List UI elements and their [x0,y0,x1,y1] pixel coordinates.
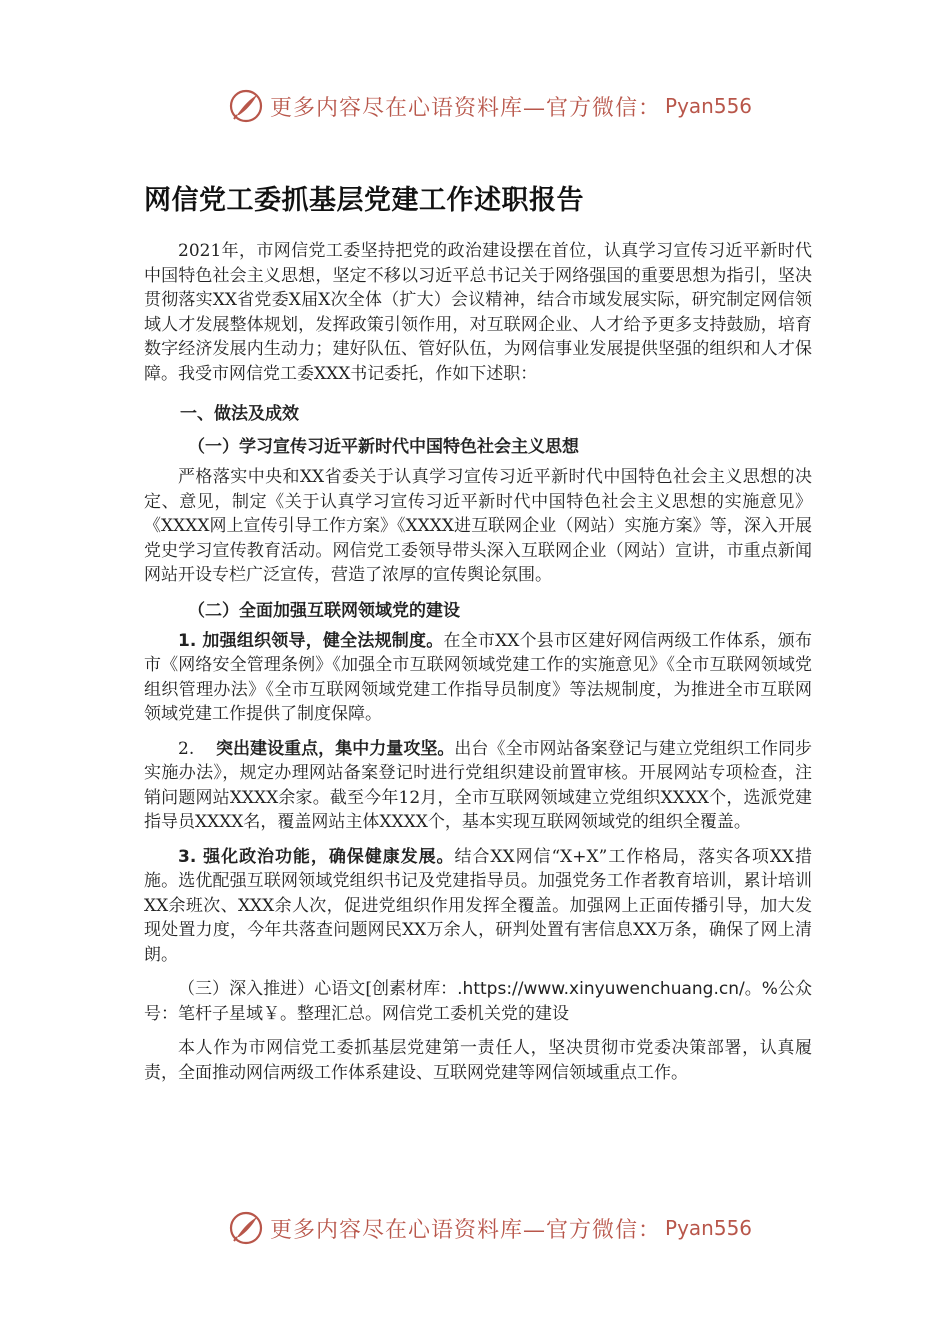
feather-pen-logo-icon [228,88,264,124]
item-3-body: 结合XX网信“X+X”工作格局，落实各项XX措施。选优配强互联网领域党组织书记及党建指导员。加强党务工作者教育培训，累计培训XX余班次、XXX余人次，促进党组织作用发挥全覆盖。加强网上正面传播引导，加大发现处置力度，今年共落查问题网民XX万余人，研判处置有害信息XX万条，确保了网上清朗。 [144,846,812,965]
closing-paragraph: 本人作为市网信党工委抓基层党建第一责任人，坚决贯彻市党委决策部署，认真履责，全面推动网信两级工作体系建设、互联网党建等网信领域重点工作。 [144,1038,812,1083]
item-2-paragraph [144,737,812,835]
document-body [144,178,812,1085]
item-1-body: 在全市XX个县市区建好网信两级工作体系，颁布市《网络安全管理条例》《加强全市互联网领域党建工作的实施意见》《全市互联网领域党组织管理办法》《全市互联网领域党建工作指导员制度》等法规制度，为推进全市互联网领域党建工作提供了制度保障。 [144,630,812,724]
subsection-3-prefix: （三）深入推进）心语文[创素材库： [178,979,458,999]
banner-wechat-id: Pyan556 [665,94,753,118]
document-title: 网信党工委抓基层党建工作述职报告 [144,185,584,216]
subsection-heading-2: （二）全面加强互联网领域党的建设 [188,600,460,621]
item-3-paragraph [144,845,812,968]
item-1-paragraph [144,629,812,727]
banner-text: 更多内容尽在心语资料库—官方微信： [270,1217,662,1243]
header-watermark-banner [228,86,752,126]
banner-wechat-id: Pyan556 [665,1216,753,1240]
item-1-lead: 1. 加强组织领导，健全法规制度。 [178,630,444,651]
feather-pen-logo-icon [228,1210,264,1246]
item-2-number: 2. [178,738,195,759]
subsection-heading-1: （一）学习宣传习近平新时代中国特色社会主义思想 [188,437,579,457]
subsection-3-heading [144,977,812,1026]
footer-watermark-banner [228,1208,752,1248]
banner-text: 更多内容尽在心语资料库—官方微信： [270,95,662,121]
intro-paragraph: 2021年，市网信党工委坚持把党的政治建设摆在首位，认真学习宣传习近平新时代中国特色社会主义思想，坚定不移以习近平总书记关于网络强国的重要思想为指引，坚决贯彻落实XX省党委X届X次全体（扩大）会议精神，结合市域发展实际，研究制定网信领域人才发展整体规划，发挥政策引领作用，对互联网企业、人才给予更多支持鼓励，培育数字经济发展内生动力；建好队伍、管好队伍，为网信事业发展提供坚强的组织和人才保障。我受市网信党工委XXX书记委托，作如下述职： [144,241,812,384]
item-3-lead: 3. 强化政治功能，确保健康发展。 [178,846,455,867]
section-heading: 一、做法及成效 [180,404,299,424]
item-2-body: 出台《全市网站备案登记与建立党组织工作同步实施办法》，规定办理网站备案登记时进行党组织建设前置审核。开展网站专项检查，注销问题网站XXXX余家。截至今年12月，全市互联网领域建立党组织XXXX个，选派党建指导员XXXX名，覆盖网站主体XXXX个，基本实现互联网领域党的组织全覆盖。 [144,738,813,832]
subsection-3-suffix: 公众号：笔杆子星域￥。整理汇总。网信党工委机关党的建设 [144,979,812,1024]
subsection-1-paragraph: 严格落实中央和XX省委关于认真学习宣传习近平新时代中国特色社会主义思想的决定、意见，制定《关于认真学习宣传习近平新时代中国特色社会主义思想的实施意见》《XXXX网上宣传引导工作方案》《XXXX进互联网企业（网站）实施方案》等，深入开展党史学习宣传教育活动。网信党工委领导带头深入互联网企业（网站）宣讲，市重点新闻网站开设专栏广泛宣传，营造了浓厚的宣传舆论氛围。 [144,467,812,585]
item-2-lead: 突出建设重点，集中力量攻坚。 [215,738,455,759]
source-url-text: .https://www.xinyuwenchuang.cn/。% [457,979,778,999]
